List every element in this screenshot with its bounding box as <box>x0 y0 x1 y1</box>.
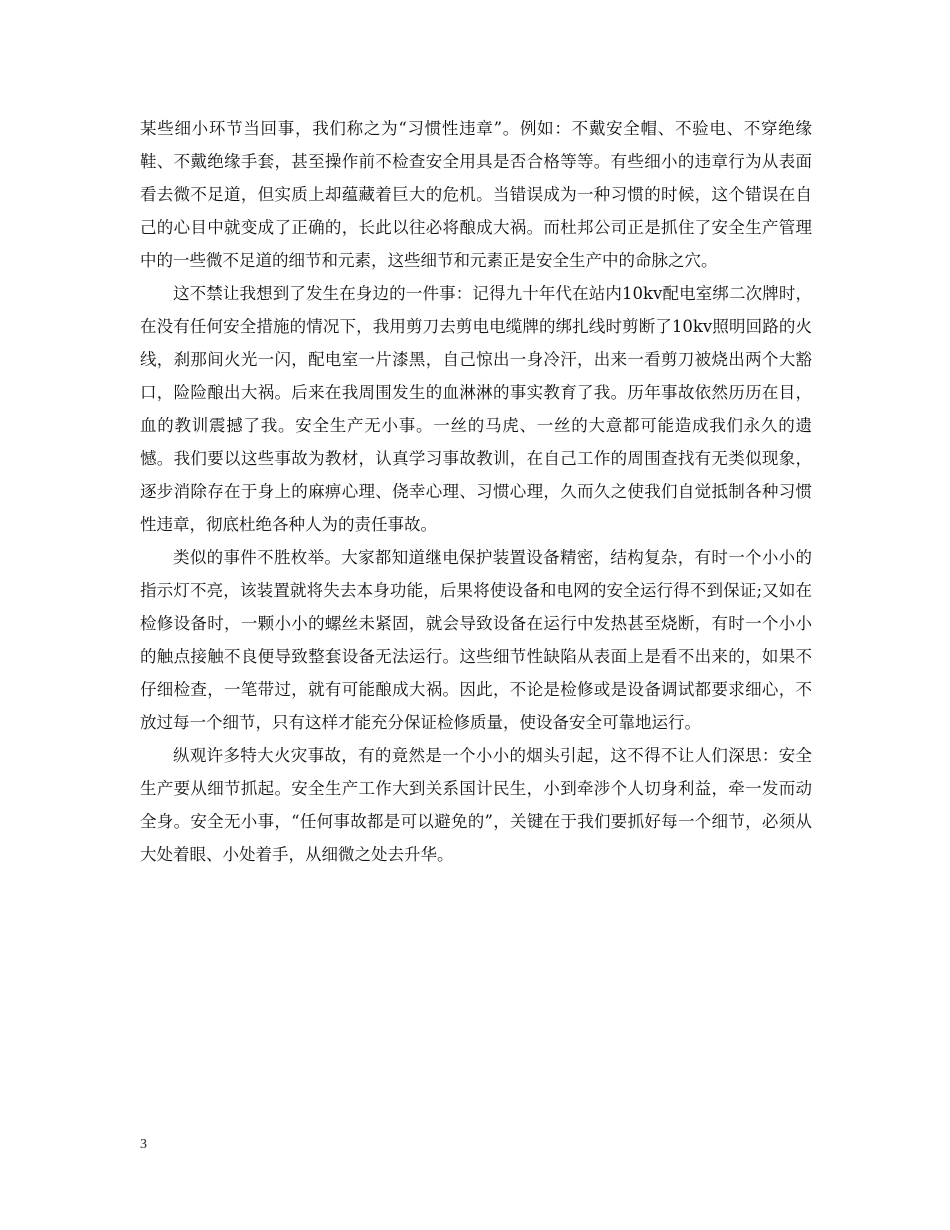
document-body <box>140 112 812 871</box>
paragraph-3: 类似的事件不胜枚举。大家都知道继电保护装置设备精密，结构复杂，有时一个小小的指示灯不亮，该装置就将失去本身功能，后果将使设备和电网的安全运行得不到保证;又如在检修设备时，一颗小小的螺丝未紧固，就会导致设备在运行中发热甚至烧断，有时一个小小的触点接触不良便导致整套设备无法运行。这些细节性缺陷从表面上是看不出来的，如果不仔细检查，一笔带过，就有可能酿成大祸。因此，不论是检修或是设备调试都要求细心，不放过每一个细节，只有这样才能充分保证检修质量，使设备安全可靠地运行。 <box>140 548 812 732</box>
paragraph-1: 某些细小环节当回事，我们称之为“习惯性违章”。例如：不戴安全帽、不验电、不穿绝缘鞋、不戴绝缘手套，甚至操作前不检查安全用具是否合格等等。有些细小的违章行为从表面看去微不足道，但实质上却蕴藏着巨大的危机。当错误成为一种习惯的时候，这个错误在自己的心目中就变成了正确的，长此以往必将酿成大祸。而杜邦公司正是抓住了安全生产管理中的一些微不足道的细节和元素，这些细节和元素正是安全生产中的命脉之穴。 <box>140 119 812 270</box>
paragraph-4: 纵观许多特大火灾事故，有的竟然是一个小小的烟头引起，这不得不让人们深思：安全生产要从细节抓起。安全生产工作大到关系国计民生，小到牵涉个人切身利益，牵一发而动全身。安全无小事，“任何事故都是可以避免的”，关键在于我们要抓好每一个细节，必须从大处着眼、小处着手，从细微之处去升华。 <box>140 746 812 864</box>
paragraph-2: 这不禁让我想到了发生在身边的一件事：记得九十年代在站内10kv配电室绑二次牌时，在没有任何安全措施的情况下，我用剪刀去剪电电缆牌的绑扎线时剪断了10kv照明回路的火线，刹那间火光一闪，配电室一片漆黑，自己惊出一身冷汗，出来一看剪刀被烧出两个大豁口，险险酿出大祸。后来在我周围发生的血淋淋的事实教育了我。历年事故依然历历在目，血的教训震撼了我。安全生产无小事。一丝的马虎、一丝的大意都可能造成我们永久的遗憾。我们要以这些事故为教材，认真学习事故教训，在自己工作的周围查找有无类似现象，逐步消除存在于身上的麻痹心理、侥幸心理、习惯心理，久而久之使我们自觉抵制各种习惯性违章，彻底杜绝各种人为的责任事故。 <box>140 284 812 534</box>
page-number: 3 <box>140 1137 147 1152</box>
